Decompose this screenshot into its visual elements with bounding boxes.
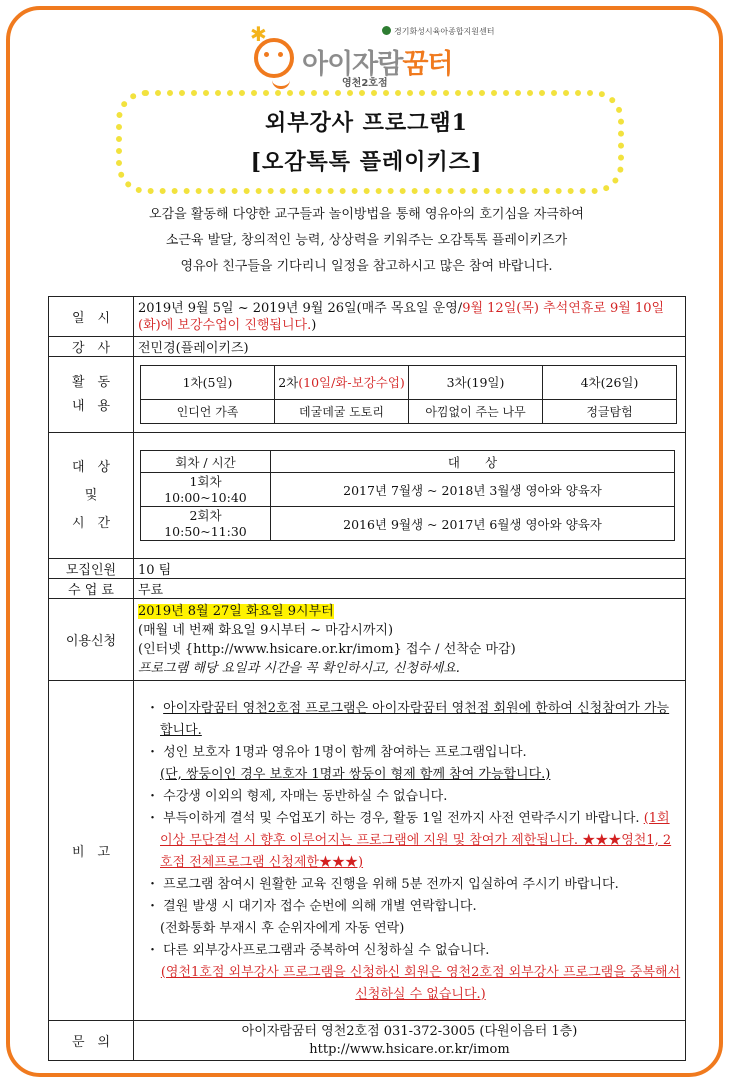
- apply-label: 이용신청: [49, 599, 134, 681]
- target-row-2-time: 2회차 10:50~11:30: [141, 507, 271, 541]
- notes-row: [49, 681, 686, 1021]
- apply-row: [49, 599, 686, 681]
- intro-text: 오감을 활동해 다양한 교구들과 놀이방법을 통해 영유아의 호기심을 자극하여 소근육 발달, 창의적인 능력, 상상력을 키워주는 오감톡톡 플레이키즈가 영유아 친구들을 기다리니 일정을 참고하시고 많은 참여 바랍니다.: [149, 207, 584, 274]
- logo-branch: 영천2호점: [342, 78, 388, 89]
- page-title: 외부강사 프로그램1: [265, 110, 468, 136]
- target-row-1-time: 1회차 10:00~10:40: [141, 473, 271, 507]
- center-mark-icon: [382, 26, 391, 35]
- target-label: 대 상 및 시 간: [49, 433, 134, 559]
- note-item-5: ・ 프로그램 참여시 원활한 교육 진행을 위해 5분 전까지 입실하여 주시기 바랍니다.: [146, 876, 619, 892]
- notes-label: 비 고: [49, 681, 134, 1021]
- fee-label: 수 업 료: [49, 579, 134, 599]
- recruit-row: [49, 559, 686, 579]
- session-1-round: 1차(5일): [141, 366, 275, 400]
- apply-value: [134, 599, 686, 681]
- activities-row: [49, 357, 686, 433]
- session-2-round: 2차(10일/화-보강수업): [275, 366, 409, 400]
- program-name: [오감톡톡 플레이키즈]: [250, 149, 483, 175]
- activities-table: [140, 365, 677, 424]
- program-info-table: [48, 296, 686, 1061]
- schedule-row: [49, 297, 686, 337]
- session-4-round: 4차(26일): [543, 366, 677, 400]
- instructor-value: 전민경(플레이키즈): [134, 337, 686, 357]
- apply-method: (인터넷 {http://www.hsicare.or.kr/imom} 접수 / 선착순 마감): [138, 641, 516, 657]
- recruit-value: 10 팀: [134, 559, 686, 579]
- target-header-time: 회차 / 시간: [141, 451, 271, 473]
- fee-value: 무료: [134, 579, 686, 599]
- logo-center-name: 경기화성시육아종합지원센터: [382, 26, 494, 37]
- note-item-6: ・ 결원 발생 시 대기자 접수 순번에 의해 개별 연락합니다. (전화통화 부재시 후 순위자에게 자동 연락): [146, 898, 477, 936]
- target-row-2-target: 2016년 9월생 ~ 2017년 6월생 영아와 양육자: [271, 507, 675, 541]
- note-item-7: ・ 다른 외부강사프로그램과 중복하여 신청하실 수 없습니다. (영천1호점 외부강사 프로그램을 신청하신 회원은 영천2호점 외부강사 프로그램을 중복해서 신청하실 수 없습니다.): [146, 942, 681, 1002]
- session-4-topic: 정글탐험: [543, 400, 677, 424]
- apply-schedule: (매월 네 번째 화요일 9시부터 ~ 마감시까지): [138, 622, 394, 638]
- note-item-2: ・ 성인 보호자 1명과 영유아 1명이 함께 참여하는 프로그램입니다. (단, 쌍둥이인 경우 보호자 1명과 쌍둥이 형제 함께 참여 가능합니다.): [146, 744, 551, 782]
- notes-value: [134, 681, 686, 1021]
- session-3-round: 3차(19일): [409, 366, 543, 400]
- recruit-label: 모집인원: [49, 559, 134, 579]
- schedule-label: 일 시: [49, 297, 134, 337]
- activities-label: 활 동 내 용: [49, 357, 134, 433]
- logo: [250, 22, 495, 92]
- contact-url: http://www.hsicare.or.kr/imom: [309, 1041, 510, 1057]
- target-row: [49, 433, 686, 559]
- logo-name: 아이자람꿈터: [302, 49, 453, 80]
- smiley-face-icon: [254, 38, 294, 78]
- note-item-3: ・ 수강생 이외의 형제, 자매는 동반하실 수 없습니다.: [146, 788, 448, 804]
- apply-start-date: 2019년 8월 27일 화요일 9시부터: [138, 603, 334, 619]
- target-value: [134, 433, 686, 559]
- notes-list: [134, 690, 685, 1012]
- session-3-topic: 아낌없이 주는 나무: [409, 400, 543, 424]
- session-1-topic: 인디언 가족: [141, 400, 275, 424]
- apply-notice: 프로그램 해당 요일과 시간을 꼭 확인하시고, 신청하세요.: [138, 660, 460, 676]
- instructor-row: [49, 337, 686, 357]
- star-icon: ✱: [250, 22, 267, 46]
- session-2-topic: 데굴데굴 도토리: [275, 400, 409, 424]
- target-row-1-target: 2017년 7월생 ~ 2018년 3월생 영아와 양육자: [271, 473, 675, 507]
- target-header-target: 대 상: [271, 451, 675, 473]
- note-item-1: ・ 아이자람꿈터 영천2호점 프로그램은 아이자람꿈터 영천점 회원에 한하여 신청참여가 가능합니다.: [146, 700, 670, 738]
- contact-label: 문 의: [49, 1021, 134, 1061]
- instructor-label: 강 사: [49, 337, 134, 357]
- schedule-value: 2019년 9월 5일 ~ 2019년 9월 26일(매주 목요일 운영/9월 12일(목) 추석연휴로 9월 10일(화)에 보강수업이 진행됩니다.): [134, 297, 686, 337]
- activities-value: [134, 357, 686, 433]
- target-table: [140, 450, 675, 541]
- contact-value: 아이자람꿈터 영천2호점 031-372-3005 (다원이음터 1층) http://www.hsicare.or.kr/imom: [134, 1021, 686, 1061]
- contact-row: [49, 1021, 686, 1061]
- fee-row: [49, 579, 686, 599]
- note-item-4: ・ 부득이하게 결석 및 수업포기 하는 경우, 활동 1일 전까지 사전 연락주시기 바랍니다. (1회 이상 무단결석 시 향후 이루어지는 프로그램에 지원 및 참여가 제한됩니다. ★★★영천1, 2호점 전체프로그램 신청제한★★★): [146, 810, 672, 870]
